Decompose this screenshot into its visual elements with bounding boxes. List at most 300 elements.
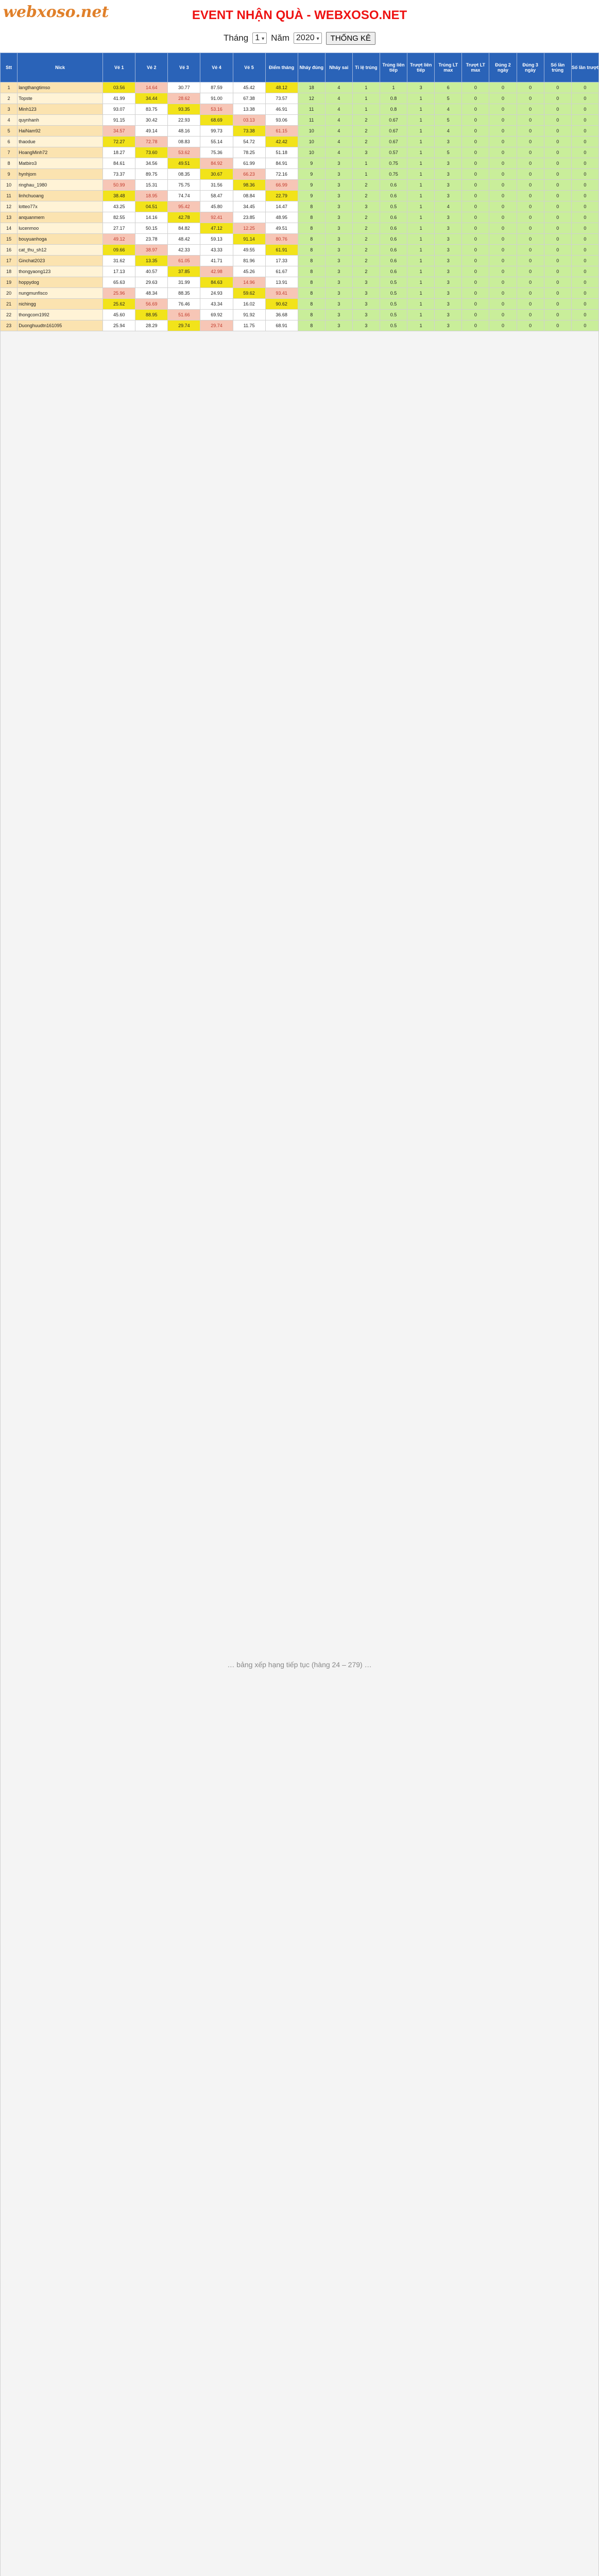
- nick-cell: Topste: [18, 93, 103, 104]
- stat-cell: 4: [435, 104, 462, 115]
- stat-cell: 4: [435, 201, 462, 212]
- stat-cell: 0: [462, 191, 489, 201]
- table-row: [1, 93, 599, 104]
- ticket-cell: 78.25: [233, 147, 265, 158]
- ticket-cell: 49.12: [103, 234, 135, 245]
- nick-cell: cat_thu_sh12: [18, 245, 103, 256]
- ticket-cell: 25.96: [103, 288, 135, 299]
- nick-cell: HoangMinh72: [18, 147, 103, 158]
- ticket-cell: 72.16: [265, 169, 298, 180]
- nick-cell: Minh123: [18, 104, 103, 115]
- stat-cell: 4: [325, 93, 352, 104]
- stat-cell: 1: [407, 191, 435, 201]
- stat-cell: 0: [571, 201, 598, 212]
- ticket-cell: 09.66: [103, 245, 135, 256]
- stat-cell: 1: [407, 180, 435, 191]
- stat-cell: 0: [571, 82, 598, 93]
- stat-cell: 1: [407, 266, 435, 277]
- nick-cell: ringhau_1980: [18, 180, 103, 191]
- table-row: [1, 299, 599, 310]
- rank-cell: 21: [1, 299, 18, 310]
- stat-cell: 0: [544, 299, 571, 310]
- ticket-cell: 24.93: [200, 288, 233, 299]
- table-row: [1, 234, 599, 245]
- table-row: [1, 180, 599, 191]
- ticket-cell: 17.33: [265, 256, 298, 266]
- ticket-cell: 50.15: [135, 223, 168, 234]
- stat-cell: 0.5: [380, 201, 407, 212]
- ticket-cell: 55.14: [200, 137, 233, 147]
- stat-cell: 0: [544, 212, 571, 223]
- stat-cell: 0: [571, 212, 598, 223]
- table-row: [1, 104, 599, 115]
- nick-cell: Ginchat2023: [18, 256, 103, 266]
- ticket-cell: 47.12: [200, 223, 233, 234]
- stat-cell: 5: [435, 147, 462, 158]
- stat-cell: 3: [352, 277, 380, 288]
- stat-cell: 0: [544, 104, 571, 115]
- nick-cell: thongyaong123: [18, 266, 103, 277]
- column-header: Trượt LT max: [462, 53, 489, 82]
- ticket-cell: 91.14: [233, 234, 265, 245]
- stat-cell: 0: [571, 266, 598, 277]
- stat-cell: 8: [298, 288, 325, 299]
- nick-cell: linhchuoang: [18, 191, 103, 201]
- stat-cell: 0.6: [380, 223, 407, 234]
- ticket-cell: 36.68: [265, 310, 298, 320]
- ticket-cell: 31.99: [168, 277, 200, 288]
- stat-cell: 8: [298, 201, 325, 212]
- stat-cell: 8: [298, 299, 325, 310]
- ticket-cell: 73.37: [103, 169, 135, 180]
- stat-cell: 0.6: [380, 212, 407, 223]
- rank-cell: 17: [1, 256, 18, 266]
- stat-cell: 3: [325, 310, 352, 320]
- stat-cell: 8: [298, 320, 325, 331]
- stat-cell: 0: [544, 223, 571, 234]
- stat-cell: 1: [407, 93, 435, 104]
- rank-cell: 5: [1, 126, 18, 137]
- ticket-cell: 13.91: [265, 277, 298, 288]
- ticket-cell: 91.92: [233, 310, 265, 320]
- stat-cell: 0: [571, 299, 598, 310]
- stat-cell: 0.5: [380, 320, 407, 331]
- stat-cell: 3: [407, 82, 435, 93]
- stat-cell: 4: [325, 82, 352, 93]
- ticket-cell: 03.56: [103, 82, 135, 93]
- stat-cell: 1: [407, 256, 435, 266]
- stat-cell: 10: [298, 137, 325, 147]
- ticket-cell: 50.99: [103, 180, 135, 191]
- stat-cell: 0.6: [380, 256, 407, 266]
- column-header: Vé 4: [200, 53, 233, 82]
- stat-cell: 0: [517, 180, 544, 191]
- ticket-cell: 27.17: [103, 223, 135, 234]
- stat-cell: 0: [571, 288, 598, 299]
- stat-cell: 10: [298, 126, 325, 137]
- stat-cell: 0: [462, 137, 489, 147]
- stat-cell: 0.6: [380, 191, 407, 201]
- stat-cell: 0: [517, 158, 544, 169]
- column-header: Tỉ lệ trúng: [352, 53, 380, 82]
- stat-cell: 0: [571, 180, 598, 191]
- ticket-cell: 08.35: [168, 169, 200, 180]
- ticket-cell: 68.91: [265, 320, 298, 331]
- stat-cell: 0: [544, 201, 571, 212]
- ticket-cell: 34.45: [233, 201, 265, 212]
- stat-cell: 3: [435, 288, 462, 299]
- stat-cell: 0: [489, 277, 517, 288]
- ticket-cell: 72.78: [135, 137, 168, 147]
- stat-cell: 0.6: [380, 266, 407, 277]
- stat-cell: 0: [517, 212, 544, 223]
- stat-cell: 8: [298, 223, 325, 234]
- stat-cell: 0: [544, 234, 571, 245]
- rank-cell: 7: [1, 147, 18, 158]
- ticket-cell: 23.85: [233, 212, 265, 223]
- year-label: Năm: [271, 33, 290, 43]
- stat-cell: 0: [571, 158, 598, 169]
- ticket-cell: 48.42: [168, 234, 200, 245]
- stat-cell: 0: [544, 191, 571, 201]
- ticket-cell: 41.99: [103, 93, 135, 104]
- stat-cell: 3: [325, 256, 352, 266]
- ticket-cell: 95.42: [168, 201, 200, 212]
- table-row: [1, 158, 599, 169]
- table-row: [1, 277, 599, 288]
- ticket-cell: 83.75: [135, 104, 168, 115]
- rank-cell: 3: [1, 104, 18, 115]
- stat-cell: 3: [325, 223, 352, 234]
- column-header: Vé 3: [168, 53, 200, 82]
- stat-cell: 4: [325, 126, 352, 137]
- stat-cell: 0: [544, 288, 571, 299]
- stat-cell: 3: [325, 169, 352, 180]
- ticket-cell: 14.16: [135, 212, 168, 223]
- ticket-cell: 49.51: [265, 223, 298, 234]
- stat-cell: 0: [489, 93, 517, 104]
- ticket-cell: 31.56: [200, 180, 233, 191]
- stat-cell: 0: [489, 256, 517, 266]
- stat-cell: 0: [571, 93, 598, 104]
- stat-cell: 2: [352, 245, 380, 256]
- ticket-cell: 48.95: [265, 212, 298, 223]
- ticket-cell: 75.36: [200, 147, 233, 158]
- column-header: Nháy sai: [325, 53, 352, 82]
- ticket-cell: 61.99: [233, 158, 265, 169]
- nick-cell: langthangtimso: [18, 82, 103, 93]
- ticket-cell: 84.61: [103, 158, 135, 169]
- stat-cell: 0: [517, 191, 544, 201]
- site-watermark: webxoso.net: [3, 3, 109, 21]
- stat-cell: 0: [544, 169, 571, 180]
- ticket-cell: 88.35: [168, 288, 200, 299]
- stat-cell: 3: [325, 277, 352, 288]
- ticket-cell: 89.75: [135, 169, 168, 180]
- month-select-value: 1: [255, 33, 260, 42]
- stat-cell: 9: [298, 191, 325, 201]
- stat-cell: 0.75: [380, 169, 407, 180]
- ticket-cell: 49.51: [168, 158, 200, 169]
- table-body: [1, 82, 599, 2576]
- stat-cell: 3: [325, 320, 352, 331]
- collapsed-rows-note: … bảng xếp hạng tiếp tục (hàng 24 – 279) …: [1, 331, 599, 2576]
- stat-cell: 3: [435, 266, 462, 277]
- rank-cell: 4: [1, 115, 18, 126]
- stat-cell: 1: [407, 223, 435, 234]
- stat-cell: 0: [544, 137, 571, 147]
- stat-cell: 0: [517, 277, 544, 288]
- stat-cell: 0: [544, 277, 571, 288]
- ticket-cell: 73.57: [265, 93, 298, 104]
- stat-cell: 0: [571, 147, 598, 158]
- stat-cell: 0: [489, 115, 517, 126]
- stat-cell: 1: [407, 201, 435, 212]
- table-row: [1, 191, 599, 201]
- stat-cell: 0: [544, 158, 571, 169]
- stat-cell: 1: [407, 104, 435, 115]
- stat-cell: 0: [544, 245, 571, 256]
- ticket-cell: 45.42: [233, 82, 265, 93]
- nick-cell: hynhjom: [18, 169, 103, 180]
- stat-cell: 0: [462, 115, 489, 126]
- ticket-cell: 08.84: [233, 191, 265, 201]
- stat-cell: 0: [517, 299, 544, 310]
- stat-cell: 3: [352, 310, 380, 320]
- stat-cell: 0: [517, 320, 544, 331]
- column-header: Trượt liên tiếp: [407, 53, 435, 82]
- nick-cell: HaiNam92: [18, 126, 103, 137]
- ticket-cell: 61.05: [168, 256, 200, 266]
- nick-cell: anquanmem: [18, 212, 103, 223]
- ticket-cell: 93.06: [265, 115, 298, 126]
- stat-cell: 0: [489, 266, 517, 277]
- stat-cell: 3: [435, 320, 462, 331]
- stat-cell: 0: [489, 212, 517, 223]
- stat-cell: 0: [489, 191, 517, 201]
- ticket-cell: 49.14: [135, 126, 168, 137]
- stat-cell: 0: [544, 266, 571, 277]
- stat-cell: 3: [435, 191, 462, 201]
- stat-cell: 4: [325, 104, 352, 115]
- ticket-cell: 76.46: [168, 299, 200, 310]
- nick-cell: Duonghuudtn161095: [18, 320, 103, 331]
- ticket-cell: 74.74: [168, 191, 200, 201]
- stat-cell: 3: [352, 320, 380, 331]
- stat-cell: 0.8: [380, 93, 407, 104]
- table-row: [1, 223, 599, 234]
- stat-cell: 0: [462, 310, 489, 320]
- stat-cell: 1: [407, 288, 435, 299]
- stat-cell: 3: [435, 169, 462, 180]
- stat-cell: 2: [352, 223, 380, 234]
- stat-cell: 0: [571, 277, 598, 288]
- stat-cell: 3: [325, 201, 352, 212]
- stat-cell: 3: [435, 212, 462, 223]
- stat-cell: 9: [298, 158, 325, 169]
- stat-cell: 4: [325, 137, 352, 147]
- filter-bar: [0, 24, 599, 53]
- ticket-cell: 59.62: [233, 288, 265, 299]
- stat-cell: 0: [544, 310, 571, 320]
- ticket-cell: 65.63: [103, 277, 135, 288]
- stat-cell: 0: [489, 169, 517, 180]
- ticket-cell: 18.95: [135, 191, 168, 201]
- stat-cell: 8: [298, 310, 325, 320]
- rank-cell: 9: [1, 169, 18, 180]
- stat-cell: 3: [435, 137, 462, 147]
- ticket-cell: 90.62: [265, 299, 298, 310]
- ticket-cell: 45.26: [233, 266, 265, 277]
- stat-cell: 0.6: [380, 180, 407, 191]
- ticket-cell: 72.27: [103, 137, 135, 147]
- column-header: Số lần trượt: [571, 53, 598, 82]
- stat-cell: 0: [544, 256, 571, 266]
- stat-cell: 3: [352, 201, 380, 212]
- column-header: Stt: [1, 53, 18, 82]
- stat-cell: 1: [407, 147, 435, 158]
- column-header: Vé 5: [233, 53, 265, 82]
- stat-cell: 3: [435, 158, 462, 169]
- stat-cell: 0: [571, 169, 598, 180]
- stat-cell: 0: [571, 104, 598, 115]
- rank-cell: 8: [1, 158, 18, 169]
- rank-cell: 22: [1, 310, 18, 320]
- stat-cell: 0: [462, 201, 489, 212]
- nick-cell: quynhanh: [18, 115, 103, 126]
- ticket-cell: 15.31: [135, 180, 168, 191]
- stat-cell: 0: [544, 147, 571, 158]
- rank-cell: 2: [1, 93, 18, 104]
- ticket-cell: 16.02: [233, 299, 265, 310]
- stat-cell: 0: [571, 191, 598, 201]
- table-row: [1, 310, 599, 320]
- rank-cell: 10: [1, 180, 18, 191]
- stat-cell: 3: [435, 256, 462, 266]
- stat-cell: 0: [571, 234, 598, 245]
- ticket-cell: 43.33: [200, 245, 233, 256]
- ticket-cell: 58.47: [200, 191, 233, 201]
- ticket-cell: 42.42: [265, 137, 298, 147]
- stat-cell: 1: [352, 158, 380, 169]
- rank-cell: 16: [1, 245, 18, 256]
- ticket-cell: 61.15: [265, 126, 298, 137]
- stat-cell: 3: [325, 158, 352, 169]
- stat-cell: 3: [325, 299, 352, 310]
- nick-cell: lotteo77x: [18, 201, 103, 212]
- stat-cell: 0.5: [380, 299, 407, 310]
- stat-cell: 1: [407, 212, 435, 223]
- nick-cell: thaodue: [18, 137, 103, 147]
- nick-cell: thongcom1992: [18, 310, 103, 320]
- chevron-down-icon: ▾: [316, 36, 319, 42]
- stat-cell: 0: [462, 266, 489, 277]
- statistics-button[interactable]: THỐNG KÊ: [326, 32, 375, 45]
- stat-cell: 10: [298, 147, 325, 158]
- stat-cell: 11: [298, 104, 325, 115]
- table-row: [1, 212, 599, 223]
- year-select[interactable]: [294, 32, 322, 44]
- rank-cell: 23: [1, 320, 18, 331]
- table-row: [1, 320, 599, 331]
- stat-cell: 0: [462, 256, 489, 266]
- stat-cell: 0: [462, 234, 489, 245]
- rank-cell: 18: [1, 266, 18, 277]
- ticket-cell: 40.57: [135, 266, 168, 277]
- stat-cell: 1: [407, 126, 435, 137]
- ticket-cell: 08.83: [168, 137, 200, 147]
- stat-cell: 0: [462, 223, 489, 234]
- stat-cell: 3: [325, 212, 352, 223]
- stat-cell: 0.5: [380, 288, 407, 299]
- stat-cell: 8: [298, 234, 325, 245]
- stat-cell: 0: [544, 82, 571, 93]
- stat-cell: 2: [352, 180, 380, 191]
- stat-cell: 0.75: [380, 158, 407, 169]
- ticket-cell: 42.98: [200, 266, 233, 277]
- ticket-cell: 48.16: [168, 126, 200, 137]
- stat-cell: 0: [571, 137, 598, 147]
- ticket-cell: 14.96: [233, 277, 265, 288]
- column-header: Trúng liên tiếp: [380, 53, 407, 82]
- column-header: Trúng LT max: [435, 53, 462, 82]
- stat-cell: 3: [325, 191, 352, 201]
- rank-cell: 12: [1, 201, 18, 212]
- ticket-cell: 53.62: [168, 147, 200, 158]
- ticket-cell: 30.67: [200, 169, 233, 180]
- stat-cell: 0: [544, 93, 571, 104]
- stat-cell: 1: [407, 169, 435, 180]
- stat-cell: 1: [380, 82, 407, 93]
- stat-cell: 8: [298, 245, 325, 256]
- stat-cell: 0: [489, 299, 517, 310]
- stat-cell: 3: [435, 234, 462, 245]
- ticket-cell: 51.66: [168, 310, 200, 320]
- ticket-cell: 48.12: [265, 82, 298, 93]
- column-header: Điểm tháng: [265, 53, 298, 82]
- stat-cell: 0: [462, 169, 489, 180]
- table-row: [1, 245, 599, 256]
- stat-cell: 5: [435, 93, 462, 104]
- stat-cell: 1: [407, 310, 435, 320]
- stat-cell: 0: [462, 277, 489, 288]
- stat-cell: 0: [544, 126, 571, 137]
- stat-cell: 0: [517, 310, 544, 320]
- stat-cell: 0: [517, 288, 544, 299]
- stat-cell: 3: [325, 180, 352, 191]
- month-select[interactable]: [252, 32, 267, 44]
- table-row: [1, 169, 599, 180]
- stat-cell: 0: [571, 223, 598, 234]
- ticket-cell: 84.92: [200, 158, 233, 169]
- ticket-cell: 45.60: [103, 310, 135, 320]
- stat-cell: 2: [352, 212, 380, 223]
- column-header: Nháy đúng: [298, 53, 325, 82]
- stat-cell: 0: [517, 147, 544, 158]
- stat-cell: 0: [489, 126, 517, 137]
- stat-cell: 3: [435, 299, 462, 310]
- stat-cell: 8: [298, 256, 325, 266]
- stat-cell: 8: [298, 277, 325, 288]
- stat-cell: 1: [407, 245, 435, 256]
- stat-cell: 0: [571, 245, 598, 256]
- stat-cell: 0: [517, 93, 544, 104]
- rank-cell: 6: [1, 137, 18, 147]
- ticket-cell: 69.92: [200, 310, 233, 320]
- stat-cell: 0: [571, 126, 598, 137]
- stat-cell: 2: [352, 137, 380, 147]
- stat-cell: 0.6: [380, 234, 407, 245]
